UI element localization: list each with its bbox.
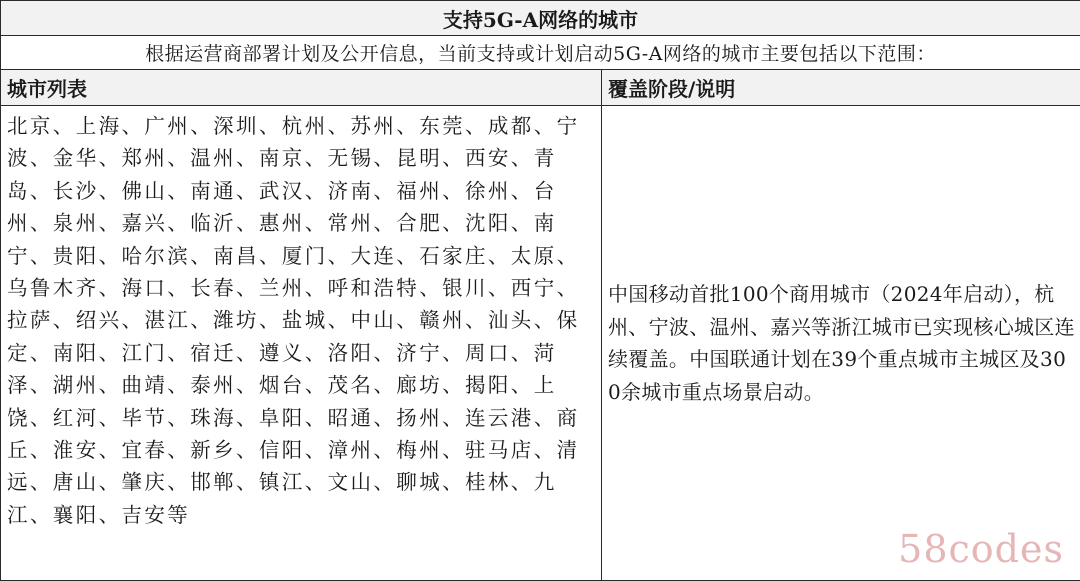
column-header-cities: 城市列表 (1, 70, 602, 106)
cities-list-text: 北京、上海、广州、深圳、杭州、苏州、东莞、成都、宁波、金华、郑州、温州、南京、无锡、昆明、西安、青岛、长沙、佛山、南通、武汉、济南、福州、徐州、台州、泉州、嘉兴、临沂、惠州、常州、合肥、沈阳、南宁、贵阳、哈尔滨、南昌、厦门、大连、石家庄、太原、乌鲁木齐、海口、长春、兰州、呼和浩特、银川、西宁、拉萨、绍兴、湛江、潍坊、盐城、中山、赣州、汕头、保定、南阳、江门、宿迁、遵义、洛阳、济宁、周口、菏泽、湖州、曲靖、泰州、烟台、茂名、廊坊、揭阳、上饶、红河、毕节、珠海、阜阳、昭通、扬州、连云港、商丘、淮安、宜春、新乡、信阳、漳州、梅州、驻马店、清远、唐山、肇庆、邯郸、镇江、文山、聊城、桂林、九江、襄阳、吉安等 (7, 110, 597, 580)
cities-list-cell (1, 106, 602, 581)
table-intro: 根据运营商部署计划及公开信息，当前支持或计划启动5G-A网络的城市主要包括以下范围： (1, 36, 1080, 70)
table-title: 支持5G-A网络的城市 (1, 1, 1080, 36)
column-header-coverage: 覆盖阶段/说明 (602, 70, 1080, 106)
watermark-logo: 58codes (898, 527, 1064, 571)
coverage-description: 中国移动首批100个商用城市（2024年启动），杭州、宁波、温州、嘉兴等浙江城市已实现核心城区连续覆盖。中国联通计划在39个重点城市主城区及300余城市重点场景启动。 (602, 106, 1080, 581)
